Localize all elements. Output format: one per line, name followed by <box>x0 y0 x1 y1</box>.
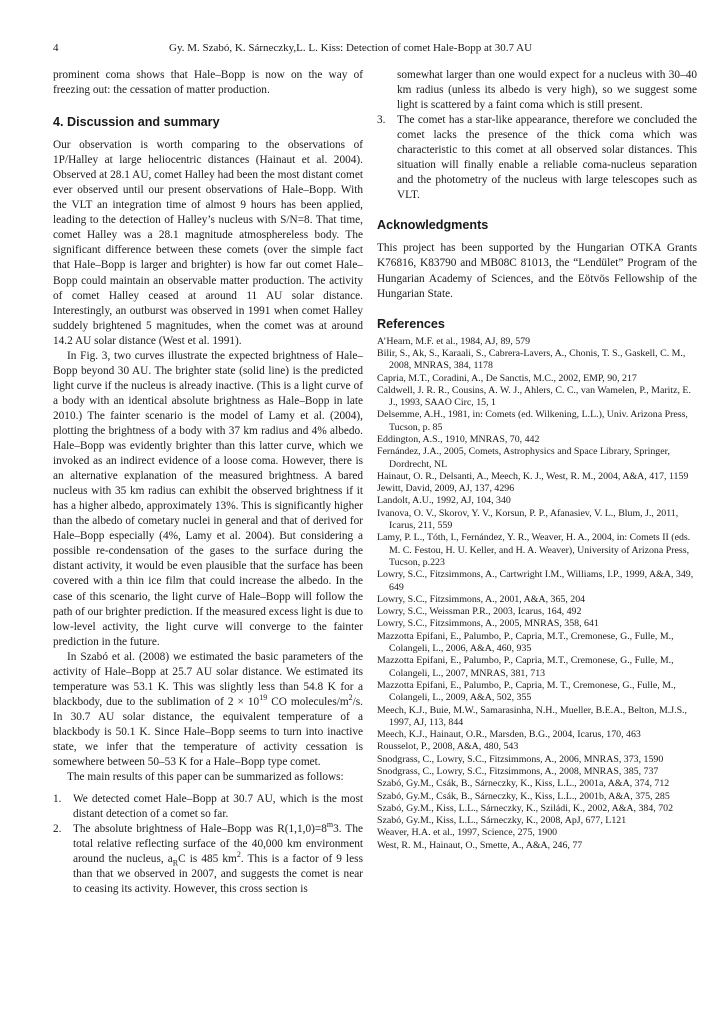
reference-item: Rousselot, P., 2008, A&A, 480, 543 <box>377 741 519 753</box>
reference-item: Mazzotta Epifani, E., Palumbo, P., Capria, M.T., Cremonese, G., Fulle, M., Colangeli, L., 2007, MNRAS, 381, 713 <box>377 655 674 679</box>
acknowledgments-heading: Acknowledgments <box>377 218 489 233</box>
reference-item: Mazzotta Epifani, E., Palumbo, P., Capria, M.T., Cremonese, G., Fulle, M., Colangeli, L., 2006, A&A, 460, 935 <box>377 630 674 655</box>
running-header <box>53 41 675 57</box>
discussion-paragraph-3: In Szabó et al. (2008) we estimated the basic parameters of the activity of Hale–Bopp at 25.7 AU solar distance. We estimated its temperature was 53.1 K. This was slightly less than 54.8 K for a blackbody, due to the sublimation of $2 \times 10^{19}$ CO molecules/$m^2/s$. In 30.7 AU solar distance, the equivalent temperature of a blackbody is 50.1 K. Since Hale–Bopp seems to turn into inactive state, we infer that the temperature of activity cessation is somewhere between 50–53 K for a Hale–Bopp type comet. <box>53 650 363 769</box>
reference-item: Szabó, Gy.M., Csák, B., Sárneczky, K., Kiss, L.L., 2001b, A&A, 375, 285 <box>377 790 670 802</box>
reference-item: Szabó, Gy.M., Kiss, L.L., Sárneczky, K., 2008, ApJ, 677, L121 <box>377 815 627 827</box>
running-title: Gy. M. Szabó, K. Sárneczky,L. L. Kiss: Detection of comet Hale-Bopp at 30.7 AU <box>169 42 533 54</box>
reference-item: A’Hearn, M.F. et al., 1984, AJ, 89, 579 <box>377 335 531 347</box>
result-item-2-continued: somewhat larger than one would expect for a nucleus with 30–40 km radius (unless its albedo is very high), so we suggest some light is scattered by a faint coma which is still present. <box>397 69 697 112</box>
reference-item: Eddington, A.S., 1910, MNRAS, 70, 442 <box>377 433 540 445</box>
reference-item: Lowry, S.C., Fitzsimmons, A., 2005, MNRAS, 358, 641 <box>377 618 599 630</box>
reference-item: Ivanova, O. V., Skorov, Y. V., Korsun, P. P., Afanasiev, V. L., Blum, J., 2011, Icarus, 211, 559 <box>377 507 679 532</box>
reference-item: Jewitt, David, 2009, AJ, 137, 4296 <box>377 483 515 495</box>
reference-item: Delsemme, A.H., 1981, in: Comets (ed. Wilkening, L.L.), Univ. Arizona Press, Tucson, p. 85 <box>377 409 688 433</box>
reference-item: Caldwell, J. R. R., Cousins, A. W. J., Ahlers, C. C., van Wamelen, P., Maritz, E. J., 1993, SAAO Circ, 15, 1 <box>377 384 691 409</box>
discussion-paragraph-1: Our observation is worth comparing to the observations of 1P/Halley at large heliocentric distances (Hainaut et al. 2004). Observed at 28.1 AU, comet Halley had been the most distant comet ever observed until our present observations of Hale–Bopp. With the VLT an integration time of almost 9 hours has been applied, leading to the detection of Halley’s nucleus with S/N=8. That time, comet Halley was a 28.1 magnitude atmosphereless body. The significant difference between these comets (over the simple fact that Hale–Bopp is larger and brighter) is how far out comet Hale–Bopp could maintain an observable matter production. The activity of comet Halley ceased at around 11 AU solar distance. Interestingly, an outburst was observed in 1991 when comet Halley suddely brightened 5 magnitudes, when the comet was at around 14.2 AU solar distance (West et al. 1991). <box>53 139 363 347</box>
acknowledgments-text: This project has been supported by the Hungarian OTKA Grants K76816, K83790 and MB08C 81013, the “Lendület” Program of the Hungarian Academy of Sciences, and the Eötvös Fellowship of the Hungarian State. <box>377 242 697 300</box>
result-item-3: 3. The comet has a star-like appearance, therefore we concluded the comet lacks the presence of the thick coma which was characteristic to this comet at all observed solar distances. This situation will finally enable a reliable coma-nucleus separation and the photometry of the nucleus with large telescopes such as VLT. <box>377 114 697 202</box>
references-list <box>377 336 697 852</box>
reference-item: Hainaut, O. R., Delsanti, A., Meech, K. J., West, R. M., 2004, A&A, 417, 1159 <box>377 470 689 482</box>
reference-item: Szabó, Gy.M., Kiss, L.L., Sárneczky, K., Sziládi, K., 2002, A&A, 384, 702 <box>377 802 674 814</box>
reference-item: Lowry, S.C., Weissman P.R., 2003, Icarus, 164, 492 <box>377 606 582 618</box>
right-column <box>377 68 697 852</box>
reference-item: Capria, M.T., Coradini, A., De Sanctis, M.C., 2002, EMP, 90, 217 <box>377 372 637 384</box>
results-list-continued <box>377 68 697 203</box>
reference-item: Weaver, H.A. et al., 1997, Science, 275, 1900 <box>377 827 558 839</box>
section-heading: 4. Discussion and summary <box>53 115 220 130</box>
reference-item: Landolt, A.U., 1992, AJ, 104, 340 <box>377 495 511 507</box>
reference-item: Snodgrass, C., Lowry, S.C., Fitzsimmons, A., 2006, MNRAS, 373, 1590 <box>377 753 664 765</box>
reference-item: Lowry, S.C., Fitzsimmons, A., Cartwright I.M., Williams, I.P., 1999, A&A, 349, 649 <box>377 569 694 593</box>
reference-item: Lowry, S.C., Fitzsimmons, A., 2001, A&A, 365, 204 <box>377 593 586 605</box>
references-heading: References <box>377 316 445 331</box>
result-item-1: 1. We detected comet Hale–Bopp at 30.7 AU, which is the most distant detection of a comet so far. <box>53 793 363 821</box>
left-column <box>53 68 363 897</box>
reference-item: Snodgrass, C., Lowry, S.C., Fitzsimmons, A., 2008, MNRAS, 385, 737 <box>377 766 659 777</box>
reference-item: Lamy, P. L., Tóth, I., Fernández, Y. R., Weaver, H. A., 2004, in: Comets II (eds. M. C. Festou, H. U. Keller, and H. A. Weaver), University of Arizona Press, Tucson, p.223 <box>377 532 691 568</box>
result-item-2: 2. The absolute brightness of Hale–Bopp was $R(1,1,0)=8^m3$. The total relative reflecting surface of the 40,000 km environment around the nucleus, $a_RC$ is 485 $km^2$. This is a factor of 9 less than that we observed in 2007, and suggests the comet is near to ceasing its activity. However, this cross section is <box>53 820 363 896</box>
reference-item: West, R. M., Hainaut, O., Smette, A., A&A, 246, 77 <box>377 839 583 851</box>
reference-item: Bilir, S., Ak, S., Karaali, S., Cabrera-Lavers, A., Chonis, T. S., Gaskell, C. M., 2008, MNRAS, 384, 1178 <box>377 347 686 372</box>
reference-item: Meech, K.J., Hainaut, O.R., Marsden, B.G., 2004, Icarus, 170, 463 <box>377 729 641 741</box>
intro-paragraph: prominent coma shows that Hale–Bopp is now on the way of freezing out: the cessation of matter production. <box>53 69 363 97</box>
summary-intro: The main results of this paper can be summarized as follows: <box>67 771 344 784</box>
discussion-paragraph-2: In Fig. 3, two curves illustrate the expected brightness of Hale–Bopp beyond 30 AU. The brighter state (solid line) is the predicted light curve if the nucleus is already inactive. (This is a light curve of a body with an identical absolute brightness as Hale–Bopp in late 2010.) The fainter scenario is the model of Lamy et al. (2004), plotting the brightness of a body with 37 km radius and 4% albedo. Hale–Bopp was evidently brighter than this latter curve, which we invoked as an indirect evidence of a loose coma. However, there is an alternative explanation of the measured brightness. A bared nucleus with 35 km radius can exhibit the observed brightness if it has a higher albedo, approximately 13%. This is significantly higher than the albedo of cometary nuclei in general and that of derived for Hale–Bopp especially (4%, Lamy et al. 2004). But considering a possible re-condensation of the gases to the surface during the distant activity, it would be even plausible that the surface has been covered with a thin ice film that could increase the albedo. In the case of this scenario, the light curve of Hale–Bopp will follow the path of our brighter prediction. If the measured excess light is due to low-level activity, the light curve will converge to the fainter prediction in the future. <box>53 349 363 648</box>
results-list <box>53 792 363 897</box>
reference-item: Szabó, Gy.M., Csák, B., Sárneczky, K., Kiss, L.L., 2001a, A&A, 374, 712 <box>377 778 670 790</box>
reference-item: Fernández, J.A., 2005, Comets, Astrophysics and Space Library, Springer, Dordrecht, NL <box>377 446 670 470</box>
reference-item: Mazzotta Epifani, E., Palumbo, P., Capria, M. T., Cremonese, G., Fulle, M., Colangeli, L., 2009, A&A, 502, 355 <box>377 679 676 704</box>
page-number: 4 <box>53 42 59 54</box>
reference-item: Meech, K.J., Buie, M.W., Samarasinha, N.H., Mueller, B.E.A., Belton, M.J.S., 1997, AJ, 113, 844 <box>377 704 687 728</box>
